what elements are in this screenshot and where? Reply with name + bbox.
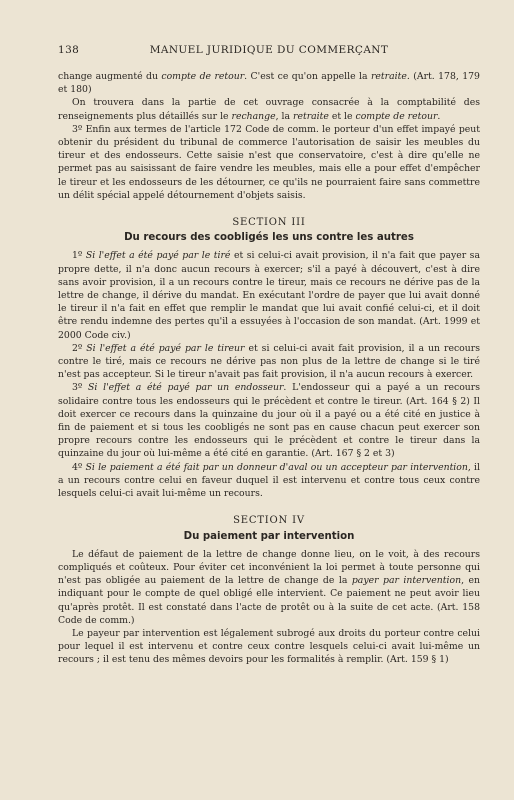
paragraph: 2º Si l'effet a été payé par le tireur et si celui-ci avait fait provision, il a un recours contre le tiré, mais ce recours ne dérive pas non plus de la lettre de change si le tiré n'est pas accepteur. Si le tireur n'avait pas fait provision, il n'a aucun recours à exercer. bbox=[58, 342, 480, 381]
section-title: Du paiement par intervention bbox=[183, 530, 355, 542]
section-title: Du recours des coobligés les uns contre les autres bbox=[124, 232, 414, 244]
section-label: SECTION III bbox=[232, 217, 306, 229]
paragraph: change augmenté du compte de retour. C'est ce qu'on appelle la retraite. (Art. 178, 179 et 180) bbox=[58, 71, 480, 96]
paragraph: 3º Si l'effet a été payé par un endosseur. L'endosseur qui a payé a un recours solidaire contre tous les endosseurs qui le précèdent et contre le tireur. (Art. 164 § 2) Il doit exercer ce recours dans la quinzaine du jour où il a payé ou a été cité en justice à fin de paiement et si tous les coobligés ne sont pas en cause chacun peut exercer son propre recours contre les endosseurs qui le précèdent et contre le tireur dans la quinzaine du jour où lui-même a été cité en garantie. (Art. 167 § 2 et 3) bbox=[58, 382, 481, 460]
page-body bbox=[58, 70, 480, 667]
paragraph: 4º Si le paiement a été fait par un donneur d'aval ou un accepteur par intervention, il a un recours contre celui en faveur duquel il est intervenu et contre tous ceux contre lesquels celui-ci avait lui-même un recours. bbox=[58, 461, 480, 500]
section-label: SECTION IV bbox=[233, 515, 305, 527]
paragraph: On trouvera dans la partie de cet ouvrage consacrée à la comptabilité des renseignements plus détaillés sur le rechange, la retraite et le compte de retour. bbox=[58, 97, 480, 122]
paragraph: 3º Enfin aux termes de l'article 172 Code de comm. le porteur d'un effet impayé peut obtenir du président du tribunal de commerce l'autorisation de saisir les meubles du tireur et des endosseurs. Cette saisie n'est que conservatoire, c'est à dire qu'elle ne permet pas au saisissant de faire vendre les meubles, mais elle a pour effet d'empêcher le tireur et les endosseurs de les détourner, ce qu'ils ne pourraient faire sans commettre un délit spécial appelé détournement d'objets saisis. bbox=[58, 123, 480, 201]
page-number: 138 bbox=[58, 44, 80, 56]
paragraph: 1º Si l'effet a été payé par le tiré et si celui-ci avait provision, il n'a fait que payer sa propre dette, il n'a donc aucun recours à exercer; s'il a payé à découvert, c'est à dire sans avoir provision, il a un recours contre le tireur, mais ce recours ne dérive pas de la lettre de change, il dérive du mandat. En exécutant l'ordre de payer que lui avait donné le tireur il n'a fait en effet que remplir le mandat que lui avait confié celui-ci, et il doit être rendu indemne des pertes qu'il a essuyées à l'occasion de son mandat. (Art. 1999 et 2000 Code civ.) bbox=[58, 250, 480, 341]
running-title: MANUEL JURIDIQUE DU COMMERÇANT bbox=[149, 44, 389, 56]
page-header bbox=[58, 44, 480, 62]
paragraph: Le défaut de paiement de la lettre de change donne lieu, on le voit, à des recours compliqués et coûteux. Pour éviter cet inconvénient la loi permet à toute personne qui n'est pas obligée au paiement de la lettre de change de la payer par intervention, en indiquant pour le compte de quel obligé elle intervient. Ce paiement ne peut avoir lieu qu'après protêt. Il est constaté dans l'acte de protêt ou à la suite de cet acte. (Art. 158 Code de comm.) bbox=[58, 548, 481, 626]
paragraph: Le payeur par intervention est légalement subrogé aux droits du porteur contre celui pour lequel il est intervenu et contre ceux contre lesquels celui-ci avait lui-même un recours ; il est tenu des mêmes devoirs pour les formalités à remplir. (Art. 159 § 1) bbox=[58, 627, 480, 666]
